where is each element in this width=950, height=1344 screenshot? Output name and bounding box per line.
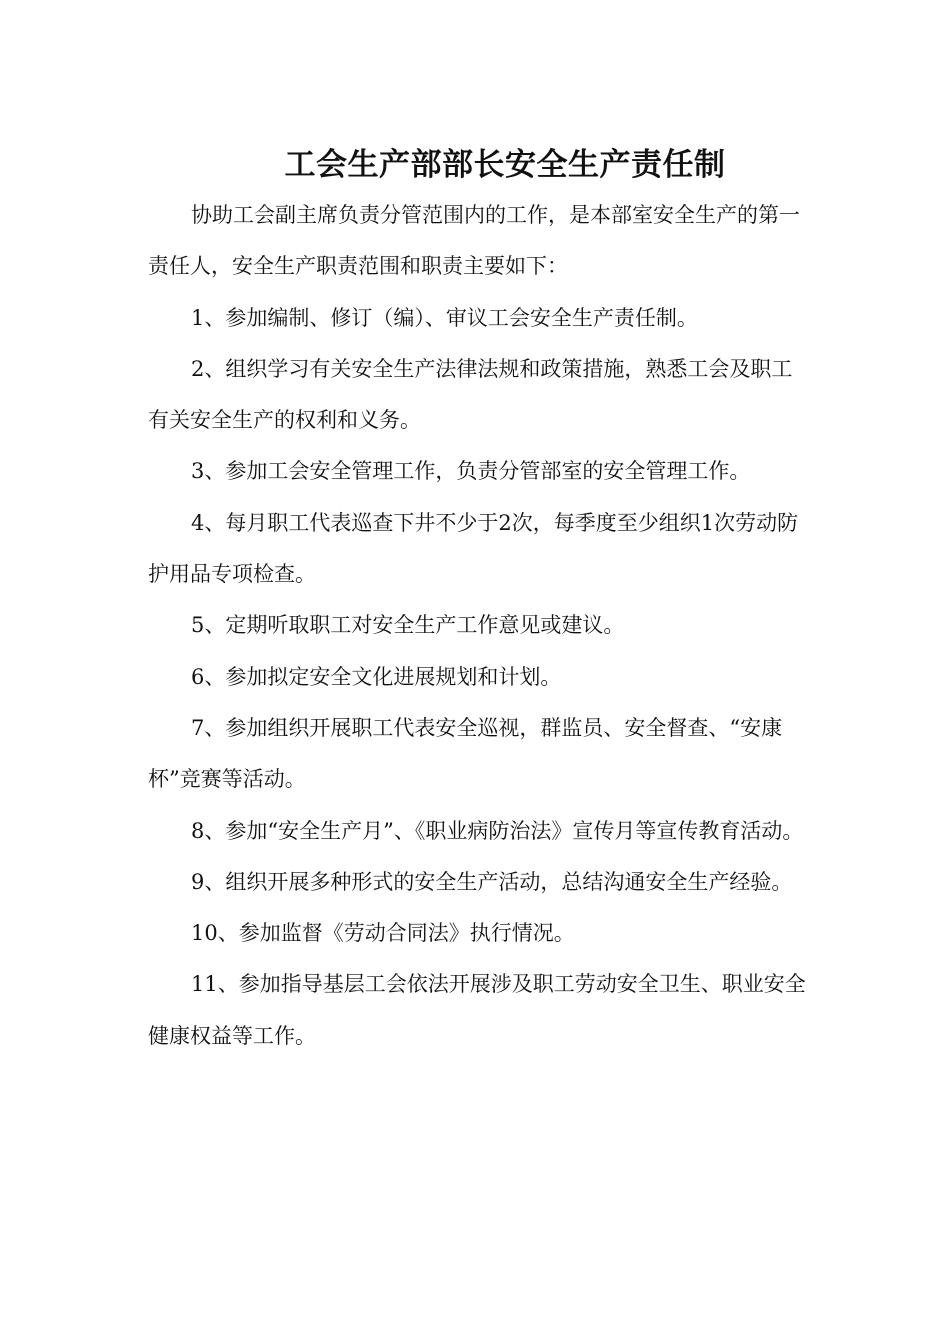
- document-title: 工会生产部部长安全生产责任制: [284, 146, 726, 183]
- document-body: [148, 190, 808, 1062]
- paragraph-item-2: 2、组织学习有关安全生产法律法规和政策措施，熟悉工会及职工有关安全生产的权利和义务。: [148, 356, 793, 433]
- paragraph-item-10: 10、参加监督《劳动合同法》执行情况。: [191, 921, 575, 946]
- paragraph-item-1: 1、参加编制、修订（编）、审议工会安全生产责任制。: [191, 305, 698, 330]
- paragraph-item-3: 3、参加工会安全管理工作，负责分管部室的安全管理工作。: [191, 459, 751, 484]
- paragraph-item-7: 7、参加组织开展职工代表安全巡视，群监员、安全督查、“安康杯”竞赛等活动。: [148, 715, 783, 792]
- paragraph-item-6: 6、参加拟定安全文化进展规划和计划。: [191, 664, 562, 689]
- paragraph-item-11: 11、参加指导基层工会依法开展涉及职工劳动安全卫生、职业安全健康权益等工作。: [148, 972, 806, 1048]
- paragraph-item-8: 8、参加“安全生产月”、《职业病防治法》宣传月等宣传教育活动。: [191, 818, 804, 843]
- paragraph-item-5: 5、定期听取职工对安全生产工作意见或建议。: [191, 613, 625, 638]
- paragraph-intro: 协助工会副主席负责分管范围内的工作，是本部室安全生产的第一责任人，安全生产职责范围和职责主要如下：: [148, 203, 800, 279]
- paragraph-item-9: 9、组织开展多种形式的安全生产活动，总结沟通安全生产经验。: [191, 869, 793, 894]
- paragraph-item-4: 4、每月职工代表巡查下井不少于2次，每季度至少组织1次劳动防护用品专项检查。: [148, 510, 799, 587]
